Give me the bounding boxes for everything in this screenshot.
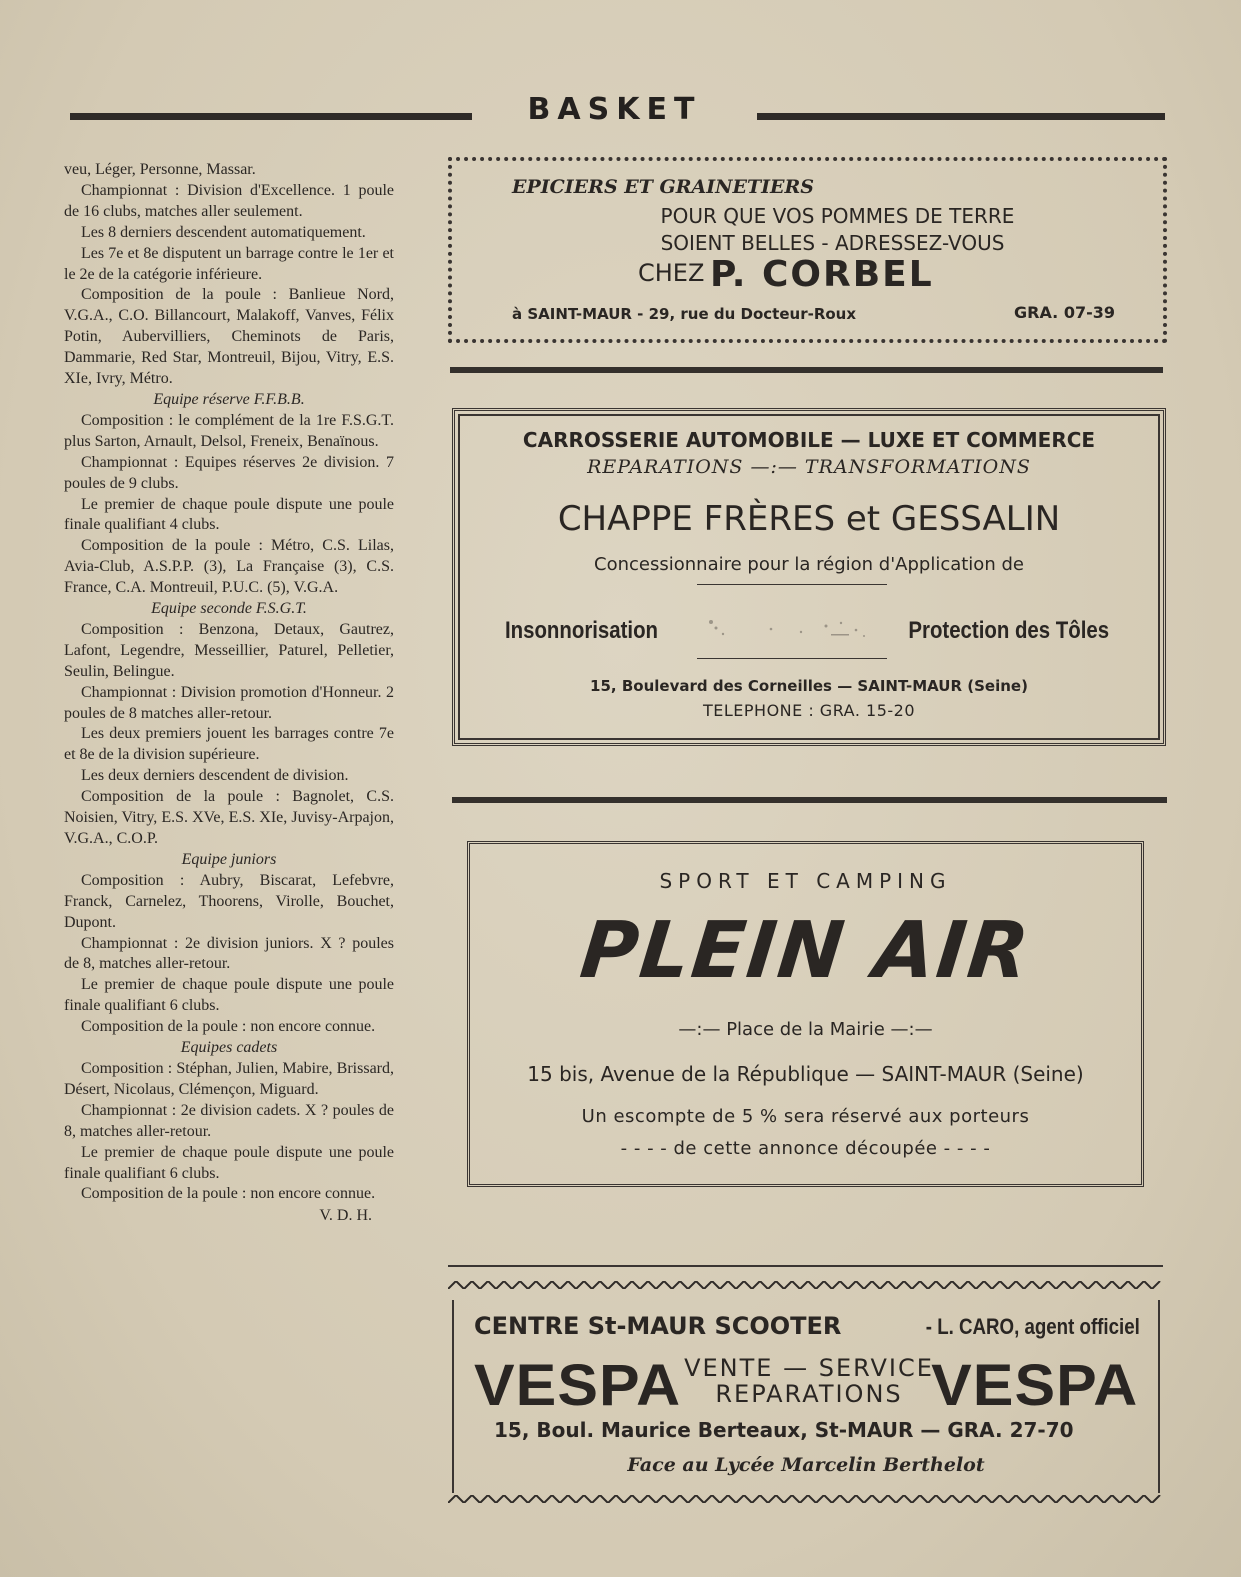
article-paragraph: Championnat : Division d'Excellence. 1 poule de 16 clubs, matches aller seulement.: [64, 181, 394, 220]
ad-corbel: [448, 157, 1167, 343]
ad-pleinair-line1: SPORT ET CAMPING: [659, 869, 952, 893]
ad-corbel-address: à SAINT-MAUR - 29, rue du Docteur-Roux: [512, 305, 857, 323]
header-rule-left: [70, 113, 472, 120]
article-paragraph: Composition de la poule : Banlieue Nord, V.G.A., C.O. Billancourt, Malakoff, Vanves, Félix Potin, Aubervilliers, Cheminots de Paris, Dammarie, Red Star, Montreuil, Bijou, Vitry, E.S. XIe, Ivry, Métro.: [64, 286, 394, 388]
ad-corbel-chez: CHEZ: [638, 259, 705, 287]
zigzag-border-icon: [448, 1495, 1163, 1503]
ad-corbel-name: P. CORBEL: [710, 254, 934, 295]
ad-pleinair-name: PLEIN AIR: [576, 906, 1035, 996]
separator-rule: [448, 1265, 1163, 1267]
ad-chappe-right: Protection des Tôles: [908, 617, 1109, 644]
article-paragraph: Les deux derniers descendent de division.: [81, 767, 349, 785]
ad-chappe-line1: CARROSSERIE AUTOMOBILE — LUXE ET COMMERCE: [522, 428, 1096, 452]
article-paragraph: Championnat : Division promotion d'Honneur. 2 poules de 8 matches aller-retour.: [64, 683, 394, 722]
ad-corbel-phone: GRA. 07-39: [1014, 303, 1115, 322]
article-paragraph: Championnat : 2e division cadets. X ? poules de 8, matches aller-retour.: [64, 1101, 394, 1140]
separator-rule: [450, 367, 1163, 373]
ad-chappe-divider-bottom: [697, 658, 887, 659]
ad-pleinair-line4: - - - - de cette annonce découpée - - - -: [620, 1138, 991, 1159]
ad-vespa-brand-right: VESPA: [930, 1353, 1138, 1418]
ad-pleinair-line3: Un escompte de 5 % sera réservé aux porteurs: [581, 1106, 1030, 1127]
zigzag-border-icon: [448, 1281, 1163, 1289]
article-paragraph: Le premier de chaque poule dispute une poule finale qualifiant 6 clubs.: [64, 976, 394, 1015]
ad-pleinair-line2: —:— Place de la Mairie —:—: [678, 1019, 933, 1040]
article-subheading: Equipe seconde F.S.G.T.: [151, 600, 307, 618]
article-paragraph: Championnat : 2e division juniors. X ? poules de 8, matches aller-retour.: [64, 934, 394, 973]
article-signature: V. D. H.: [319, 1207, 372, 1225]
article-subheading: Equipes cadets: [180, 1039, 278, 1057]
faded-logo-icon: [701, 614, 871, 644]
article-paragraph: Les 7e et 8e disputent un barrage contre le 1er et le 2e de la catégorie inférieure.: [64, 244, 394, 283]
ad-vespa-address: 15, Boul. Maurice Berteaux, St-MAUR — GRA. 27-70: [494, 1418, 1074, 1442]
ad-chappe-line2: REPARATIONS —:— TRANSFORMATIONS: [587, 456, 1031, 478]
ad-pleinair-address: 15 bis, Avenue de la République — SAINT-MAUR (Seine): [527, 1062, 1084, 1086]
ad-chappe-divider-top: [697, 584, 887, 585]
article-paragraph: Composition : Stéphan, Julien, Mabire, Brissard, Désert, Nicolaus, Clémençon, Miguard.: [64, 1059, 394, 1098]
ad-vespa-mid2: REPARATIONS: [715, 1380, 903, 1408]
ad-corbel-line2: SOIENT BELLES - ADRESSEZ-VOUS: [660, 231, 1005, 255]
ad-chappe-phone: TELEPHONE : GRA. 15-20: [702, 701, 915, 720]
ad-vespa-agent: - L. CARO, agent officiel: [925, 1314, 1140, 1339]
ad-vespa-mid1: VENTE — SERVICE: [684, 1354, 934, 1382]
section-title: BASKET: [527, 92, 702, 127]
article-paragraph: Le premier de chaque poule dispute une poule finale qualifiant 4 clubs.: [64, 495, 394, 534]
header-rule-right: [757, 113, 1165, 120]
ad-chappe-name: CHAPPE FRÈRES et GESSALIN: [557, 499, 1061, 539]
article-paragraph: Composition de la poule : Métro, C.S. Lilas, Avia-Club, A.S.P.P. (3), La Française (3), C.S. France, C.A. Montreuil, P.U.C. (5), V.G.A.: [64, 537, 394, 597]
ad-vespa-brand-left: VESPA: [474, 1353, 682, 1418]
ad-chappe-line3: Concessionnaire pour la région d'Application de: [594, 554, 1024, 575]
article-paragraph: Championnat : Equipes réserves 2e division. 7 poules de 9 clubs.: [64, 453, 394, 492]
article-subheading: Equipe juniors: [181, 850, 277, 868]
article-paragraph: Composition de la poule : non encore connue.: [81, 1185, 376, 1203]
article-paragraph: Le premier de chaque poule dispute une poule finale qualifiant 6 clubs.: [64, 1143, 394, 1182]
article-paragraph: veu, Léger, Personne, Massar.: [64, 161, 256, 178]
ad-chappe-left: Insonnorisation: [505, 617, 658, 644]
article-column: [64, 160, 394, 1227]
ad-chappe: [452, 408, 1166, 746]
article-paragraph: Composition : Aubry, Biscarat, Lefebvre, Franck, Carnelez, Thoorens, Virolle, Bouchet, Dupont.: [64, 871, 394, 931]
article-paragraph: Composition de la poule : non encore connue.: [81, 1018, 376, 1036]
ad-vespa-line1: CENTRE St-MAUR SCOOTER: [474, 1312, 842, 1340]
ad-vespa-line2: Face au Lycée Marcelin Berthelot: [627, 1454, 985, 1476]
ad-vespa: [452, 1300, 1160, 1493]
article-paragraph: Composition de la poule : Bagnolet, C.S. Noisien, Vitry, E.S. XVe, E.S. XIe, Juvisy-Arpajon, V.G.A., C.O.P.: [64, 788, 394, 847]
ad-chappe-address: 15, Boulevard des Corneilles — SAINT-MAUR (Seine): [590, 677, 1028, 695]
ad-plein-air: [467, 841, 1144, 1187]
article-paragraph: Composition : Benzona, Detaux, Gautrez, Lafont, Legendre, Messeillier, Paturel, Pelletier, Seulin, Belingue.: [64, 620, 394, 680]
article-paragraph: Les deux premiers jouent les barrages contre 7e et 8e de la division supérieure.: [64, 725, 394, 764]
ad-corbel-heading: EPICIERS ET GRAINETIERS: [512, 176, 815, 198]
article-paragraph: Composition : le complément de la 1re F.S.G.T. plus Sarton, Arnault, Delsol, Freneix, Benaïnous.: [64, 411, 394, 450]
article-paragraph: Les 8 derniers descendent automatiquement.: [81, 223, 366, 241]
ad-corbel-line1: POUR QUE VOS POMMES DE TERRE: [660, 204, 1015, 228]
article-subheading: Equipe réserve F.F.B.B.: [153, 390, 305, 408]
separator-rule: [452, 797, 1167, 803]
